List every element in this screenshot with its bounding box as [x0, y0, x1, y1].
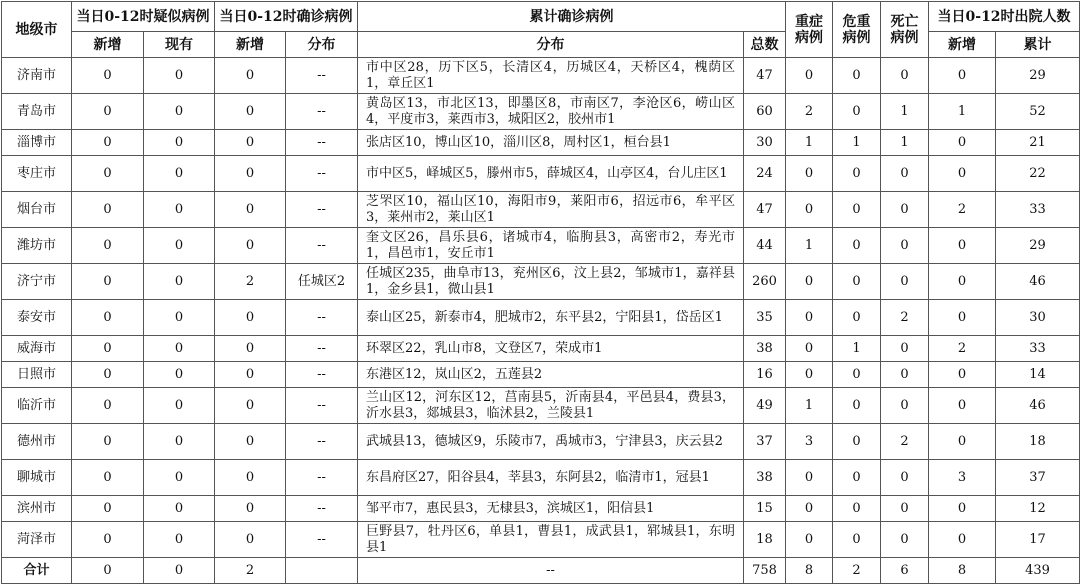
cell-conf-new: 0: [215, 58, 286, 94]
header-severe: 重症病例: [786, 2, 833, 58]
cell-susp-current: 0: [144, 558, 215, 584]
cell-conf-dist: --: [286, 228, 358, 264]
cell-cum-total: 758: [744, 558, 786, 584]
cell-cum-dist: 芝罘区10，福山区10，海阳市9，莱阳市6，招远市6，牟平区3，莱州市2，莱山区1: [358, 192, 744, 228]
cell-conf-new: 0: [215, 388, 286, 424]
cell-critical: 1: [833, 130, 881, 156]
cell-cum-total: 18: [744, 522, 786, 558]
cell-dis-cum: 12: [996, 496, 1080, 522]
cell-severe: 0: [786, 522, 833, 558]
cell-cum-dist: 泰山区25，新泰市4，肥城市2，东平县2，宁阳县1，岱岳区1: [358, 300, 744, 336]
cell-severe: 1: [786, 388, 833, 424]
cell-conf-dist: --: [286, 388, 358, 424]
cell-city: 滨州市: [2, 496, 72, 522]
cell-susp-current: 0: [144, 300, 215, 336]
cell-conf-dist: --: [286, 460, 358, 496]
header-city: 地级市: [2, 2, 72, 58]
cell-city: 枣庄市: [2, 156, 72, 192]
cell-susp-new: 0: [72, 130, 144, 156]
header-critical: 危重病例: [833, 2, 881, 58]
cell-cum-dist: 市中区5，峄城区5，滕州市5，薛城区4，山亭区4，台儿庄区1: [358, 156, 744, 192]
cell-conf-new: 0: [215, 336, 286, 362]
cell-critical: 0: [833, 94, 881, 130]
cell-city: 淄博市: [2, 130, 72, 156]
cell-dis-cum: 30: [996, 300, 1080, 336]
cell-severe: 0: [786, 192, 833, 228]
cell-conf-new: 0: [215, 156, 286, 192]
cell-cum-dist: --: [358, 558, 744, 584]
cell-critical: 0: [833, 424, 881, 460]
cell-susp-current: 0: [144, 94, 215, 130]
cell-dis-new: 0: [929, 300, 996, 336]
cell-cum-dist: 张店区10，博山区10，淄川区8，周村区1，桓台县1: [358, 130, 744, 156]
cell-severe: 0: [786, 496, 833, 522]
cell-city: 青岛市: [2, 94, 72, 130]
cell-deaths: 0: [881, 192, 929, 228]
covid-case-table: [1, 1, 1080, 584]
cell-dis-cum: 52: [996, 94, 1080, 130]
cell-critical: 1: [833, 336, 881, 362]
cell-conf-dist: --: [286, 58, 358, 94]
cell-susp-new: 0: [72, 58, 144, 94]
cell-conf-new: 0: [215, 522, 286, 558]
cell-deaths: 6: [881, 558, 929, 584]
cell-susp-current: 0: [144, 460, 215, 496]
cell-conf-new: 0: [215, 300, 286, 336]
cell-susp-new: 0: [72, 388, 144, 424]
cell-deaths: 0: [881, 522, 929, 558]
cell-severe: 0: [786, 300, 833, 336]
cell-critical: 0: [833, 156, 881, 192]
subheader-cum-dist: 分布: [358, 32, 744, 58]
subheader-dis-new: 新增: [929, 32, 996, 58]
cell-susp-current: 0: [144, 496, 215, 522]
table-row: [2, 300, 1080, 336]
table-row: [2, 336, 1080, 362]
table-row: [2, 388, 1080, 424]
cell-susp-new: 0: [72, 192, 144, 228]
cell-conf-new: 2: [215, 558, 286, 584]
table-row: [2, 460, 1080, 496]
cell-severe: 0: [786, 264, 833, 300]
cell-conf-dist: --: [286, 496, 358, 522]
cell-dis-new: 0: [929, 388, 996, 424]
table-row: [2, 496, 1080, 522]
cell-critical: 0: [833, 192, 881, 228]
cell-conf-new: 0: [215, 496, 286, 522]
cell-critical: 0: [833, 264, 881, 300]
cell-conf-new: 0: [215, 130, 286, 156]
table-row: [2, 424, 1080, 460]
cell-severe: 0: [786, 58, 833, 94]
cell-dis-new: 0: [929, 130, 996, 156]
header-discharged: 当日0-12时出院人数: [929, 2, 1080, 32]
cell-city: 济南市: [2, 58, 72, 94]
cell-dis-new: 1: [929, 94, 996, 130]
cell-city: 德州市: [2, 424, 72, 460]
cell-conf-dist: 任城区2: [286, 264, 358, 300]
cell-cum-total: 30: [744, 130, 786, 156]
cell-susp-new: 0: [72, 522, 144, 558]
cell-conf-dist: --: [286, 336, 358, 362]
cell-dis-new: 0: [929, 362, 996, 388]
cell-critical: 0: [833, 362, 881, 388]
cell-dis-new: 0: [929, 228, 996, 264]
cell-dis-cum: 17: [996, 522, 1080, 558]
cell-cum-total: 35: [744, 300, 786, 336]
cell-cum-total: 38: [744, 336, 786, 362]
cell-cum-total: 47: [744, 192, 786, 228]
cell-critical: 0: [833, 58, 881, 94]
cell-severe: 0: [786, 156, 833, 192]
cell-dis-cum: 33: [996, 336, 1080, 362]
cell-critical: 0: [833, 460, 881, 496]
cell-critical: 0: [833, 228, 881, 264]
cell-dis-cum: 14: [996, 362, 1080, 388]
cell-dis-cum: 21: [996, 130, 1080, 156]
cell-susp-current: 0: [144, 336, 215, 362]
cell-critical: 2: [833, 558, 881, 584]
cell-cum-dist: 邹平市7，惠民县3，无棣县3，滨城区1，阳信县1: [358, 496, 744, 522]
cell-deaths: 0: [881, 156, 929, 192]
cell-dis-new: 0: [929, 424, 996, 460]
cell-critical: 0: [833, 522, 881, 558]
table-row: [2, 58, 1080, 94]
cell-cum-dist: 黄岛区13，市北区13，即墨区8，市南区7，李沧区6，崂山区4，平度市3，莱西市3，城阳区2，胶州市1: [358, 94, 744, 130]
cell-susp-new: 0: [72, 156, 144, 192]
cell-deaths: 0: [881, 460, 929, 496]
cell-cum-total: 49: [744, 388, 786, 424]
table-row: [2, 192, 1080, 228]
table-row: [2, 362, 1080, 388]
subheader-susp-current: 现有: [144, 32, 215, 58]
cell-cum-dist: 兰山区12，河东区12，莒南县5，沂南县4，平邑县4，费县3，沂水县3，郯城县3，临沭县2，兰陵县1: [358, 388, 744, 424]
cell-severe: 0: [786, 362, 833, 388]
cell-dis-cum: 439: [996, 558, 1080, 584]
table-row: [2, 130, 1080, 156]
cell-cum-dist: 巨野县7，牡丹区6，单县1，曹县1，成武县1，郓城县1，东明县1: [358, 522, 744, 558]
cell-severe: 8: [786, 558, 833, 584]
cell-susp-new: 0: [72, 362, 144, 388]
subheader-cum-total: 总数: [744, 32, 786, 58]
cell-severe: 2: [786, 94, 833, 130]
cell-susp-current: 0: [144, 264, 215, 300]
cell-dis-cum: 37: [996, 460, 1080, 496]
subheader-conf-dist: 分布: [286, 32, 358, 58]
cell-susp-current: 0: [144, 424, 215, 460]
cell-dis-new: 8: [929, 558, 996, 584]
cell-cum-total: 15: [744, 496, 786, 522]
cell-dis-new: 2: [929, 192, 996, 228]
cell-susp-current: 0: [144, 362, 215, 388]
cell-dis-new: 0: [929, 264, 996, 300]
cell-deaths: 1: [881, 130, 929, 156]
cell-severe: 1: [786, 130, 833, 156]
cell-dis-new: 2: [929, 336, 996, 362]
cell-deaths: 0: [881, 496, 929, 522]
table-row: [2, 156, 1080, 192]
cell-susp-new: 0: [72, 558, 144, 584]
cell-susp-current: 0: [144, 58, 215, 94]
cell-deaths: 0: [881, 362, 929, 388]
cell-susp-new: 0: [72, 264, 144, 300]
cell-city: 烟台市: [2, 192, 72, 228]
cell-susp-current: 0: [144, 388, 215, 424]
header-cumulative: 累计确诊病例: [358, 2, 786, 32]
cell-deaths: 0: [881, 228, 929, 264]
header-suspected: 当日0-12时疑似病例: [72, 2, 215, 32]
cell-critical: 0: [833, 300, 881, 336]
cell-dis-cum: 33: [996, 192, 1080, 228]
cell-conf-dist: --: [286, 522, 358, 558]
cell-cum-total: 24: [744, 156, 786, 192]
cell-susp-new: 0: [72, 336, 144, 362]
subheader-susp-new: 新增: [72, 32, 144, 58]
cell-conf-new: 2: [215, 264, 286, 300]
cell-dis-new: 3: [929, 460, 996, 496]
cell-susp-new: 0: [72, 228, 144, 264]
cell-conf-dist: --: [286, 424, 358, 460]
cell-city: 合计: [2, 558, 72, 584]
cell-cum-dist: 东昌府区27，阳谷县4，莘县3，东阿县2，临清市1，冠县1: [358, 460, 744, 496]
cell-deaths: 0: [881, 336, 929, 362]
cell-city: 济宁市: [2, 264, 72, 300]
cell-cum-total: 60: [744, 94, 786, 130]
cell-conf-new: 0: [215, 192, 286, 228]
subheader-dis-cum: 累计: [996, 32, 1080, 58]
cell-city: 聊城市: [2, 460, 72, 496]
header-confirmed-today: 当日0-12时确诊病例: [215, 2, 358, 32]
cell-cum-dist: 奎文区26，昌乐县6，诸城市4，临朐县3，高密市2，寿光市1，昌邑市1，安丘市1: [358, 228, 744, 264]
cell-dis-cum: 22: [996, 156, 1080, 192]
cell-conf-dist: --: [286, 94, 358, 130]
cell-conf-new: 0: [215, 94, 286, 130]
cell-conf-dist: --: [286, 192, 358, 228]
cell-city: 泰安市: [2, 300, 72, 336]
cell-city: 临沂市: [2, 388, 72, 424]
cell-conf-new: 0: [215, 460, 286, 496]
cell-dis-cum: 46: [996, 264, 1080, 300]
cell-cum-total: 37: [744, 424, 786, 460]
cell-cum-dist: 环翠区22，乳山市8，文登区7，荣成市1: [358, 336, 744, 362]
cell-dis-new: 0: [929, 522, 996, 558]
cell-susp-new: 0: [72, 424, 144, 460]
cell-dis-cum: 46: [996, 388, 1080, 424]
cell-susp-current: 0: [144, 192, 215, 228]
cell-conf-new: 0: [215, 424, 286, 460]
cell-dis-new: 0: [929, 58, 996, 94]
cell-dis-cum: 29: [996, 58, 1080, 94]
cell-conf-new: 0: [215, 362, 286, 388]
cell-conf-dist: --: [286, 130, 358, 156]
table-row: [2, 228, 1080, 264]
table-body: [2, 58, 1080, 584]
cell-susp-current: 0: [144, 228, 215, 264]
cell-susp-new: 0: [72, 300, 144, 336]
cell-conf-dist: --: [286, 300, 358, 336]
table-row: [2, 264, 1080, 300]
cell-conf-new: 0: [215, 228, 286, 264]
cell-cum-dist: 任城区235，曲阜市13，兖州区6，汶上县2，邹城市1，嘉祥县1，金乡县1，微山县1: [358, 264, 744, 300]
cell-severe: 0: [786, 460, 833, 496]
cell-susp-current: 0: [144, 156, 215, 192]
cell-deaths: 0: [881, 58, 929, 94]
cell-susp-current: 0: [144, 522, 215, 558]
cell-cum-total: 44: [744, 228, 786, 264]
cell-city: 威海市: [2, 336, 72, 362]
cell-deaths: 1: [881, 94, 929, 130]
cell-dis-new: 0: [929, 496, 996, 522]
cell-severe: 1: [786, 228, 833, 264]
cell-susp-new: 0: [72, 496, 144, 522]
cell-susp-new: 0: [72, 460, 144, 496]
cell-deaths: 2: [881, 300, 929, 336]
cell-severe: 0: [786, 336, 833, 362]
table-row: [2, 94, 1080, 130]
cell-severe: 3: [786, 424, 833, 460]
cell-city: 日照市: [2, 362, 72, 388]
subheader-conf-new: 新增: [215, 32, 286, 58]
cell-dis-new: 0: [929, 156, 996, 192]
cell-conf-dist: --: [286, 156, 358, 192]
table-row: [2, 522, 1080, 558]
cell-dis-cum: 18: [996, 424, 1080, 460]
cell-dis-cum: 29: [996, 228, 1080, 264]
cell-cum-dist: 市中区28，历下区5，长清区4，历城区4，天桥区4，槐荫区1，章丘区1: [358, 58, 744, 94]
cell-deaths: 0: [881, 388, 929, 424]
cell-cum-dist: 武城县13，德城区9，乐陵市7，禹城市3，宁津县3，庆云县2: [358, 424, 744, 460]
cell-cum-total: 260: [744, 264, 786, 300]
header-deaths: 死亡病例: [881, 2, 929, 58]
cell-deaths: 0: [881, 264, 929, 300]
cell-cum-total: 38: [744, 460, 786, 496]
cell-city: 菏泽市: [2, 522, 72, 558]
cell-susp-new: 0: [72, 94, 144, 130]
cell-cum-total: 47: [744, 58, 786, 94]
cell-city: 潍坊市: [2, 228, 72, 264]
cell-susp-current: 0: [144, 130, 215, 156]
cell-critical: 0: [833, 388, 881, 424]
cell-cum-dist: 东港区12，岚山区2，五莲县2: [358, 362, 744, 388]
cell-conf-dist: --: [286, 362, 358, 388]
cell-cum-total: 16: [744, 362, 786, 388]
cell-deaths: 2: [881, 424, 929, 460]
cell-critical: 0: [833, 496, 881, 522]
